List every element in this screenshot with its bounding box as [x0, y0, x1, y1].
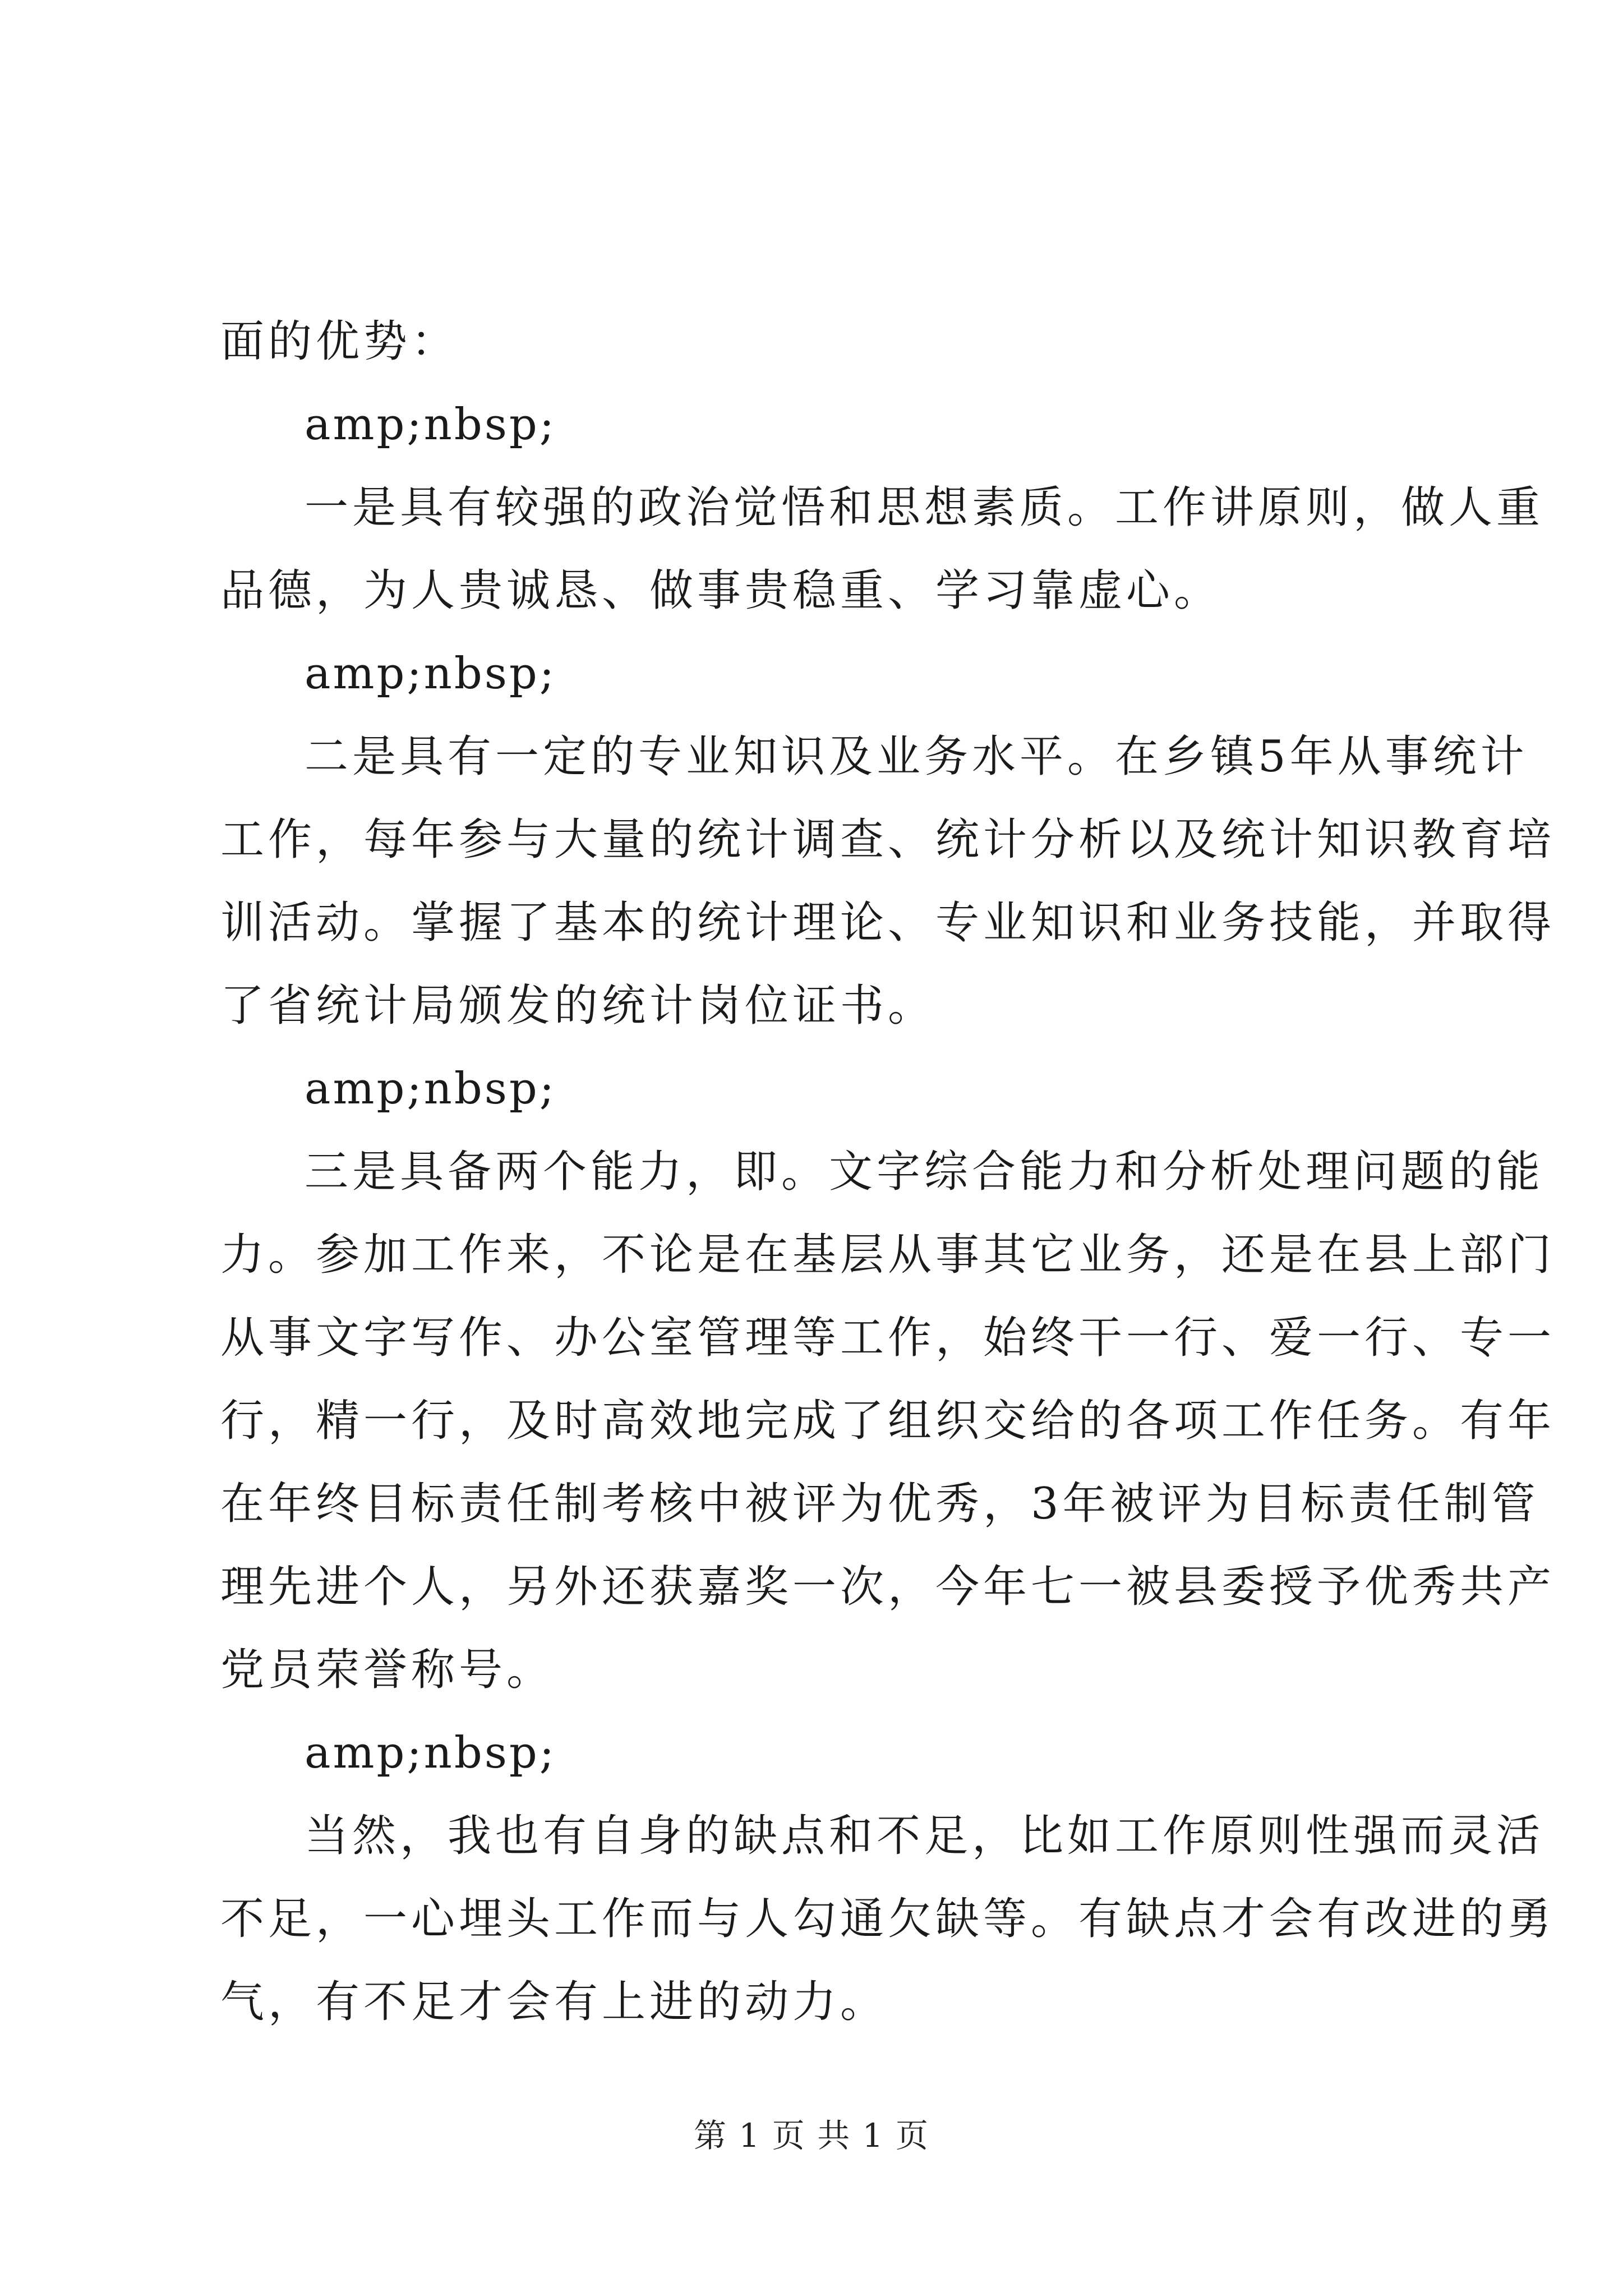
- text-line: 不足，一心埋头工作而与人勾通欠缺等。有缺点才会有改进的勇: [220, 1894, 1556, 1944]
- text-line: 行，精一行，及时高效地完成了组织交给的各项工作任务。有年: [220, 1396, 1556, 1446]
- text-line: 从事文字写作、办公室管理等工作，始终干一行、爱一行、专一: [220, 1313, 1556, 1363]
- text-line: 三是具备两个能力，即。文字综合能力和分析处理问题的能: [305, 1147, 1544, 1197]
- text-line: 在年终目标责任制考核中被评为优秀，3年被评为目标责任制管: [220, 1479, 1539, 1529]
- page-number-footer: 第 1 页 共 1 页: [694, 2116, 929, 2155]
- text-line: 力。参加工作来，不论是在基层从事其它业务，还是在县上部门: [220, 1230, 1556, 1280]
- text-line: 训活动。掌握了基本的统计理论、专业知识和业务技能，并取得: [220, 898, 1556, 948]
- text-line: amp;nbsp;: [305, 648, 557, 699]
- text-line: 气，有不足才会有上进的动力。: [220, 1977, 888, 2027]
- text-line: 二是具有一定的专业知识及业务水平。在乡镇5年从事统计: [305, 731, 1528, 782]
- text-line: 面的优势：: [220, 316, 459, 367]
- text-line: 当然，我也有自身的缺点和不足，比如工作原则性强而灵活: [305, 1811, 1544, 1861]
- text-line: amp;nbsp;: [305, 399, 557, 450]
- text-line: amp;nbsp;: [305, 1728, 557, 1778]
- text-line: 品德，为人贵诚恳、做事贵稳重、学习靠虚心。: [220, 565, 1222, 616]
- text-line: 党员荣誉称号。: [220, 1645, 555, 1695]
- text-line: 了省统计局颁发的统计岗位证书。: [220, 981, 936, 1031]
- document-body: [220, 300, 1556, 2044]
- text-line: 工作，每年参与大量的统计调查、统计分析以及统计知识教育培: [220, 815, 1556, 865]
- text-line: 理先进个人，另外还获嘉奖一次，今年七一被县委授予优秀共产: [220, 1562, 1556, 1612]
- text-line: amp;nbsp;: [305, 1064, 557, 1114]
- text-line: 一是具有较强的政治觉悟和思想素质。工作讲原则，做人重: [305, 482, 1544, 533]
